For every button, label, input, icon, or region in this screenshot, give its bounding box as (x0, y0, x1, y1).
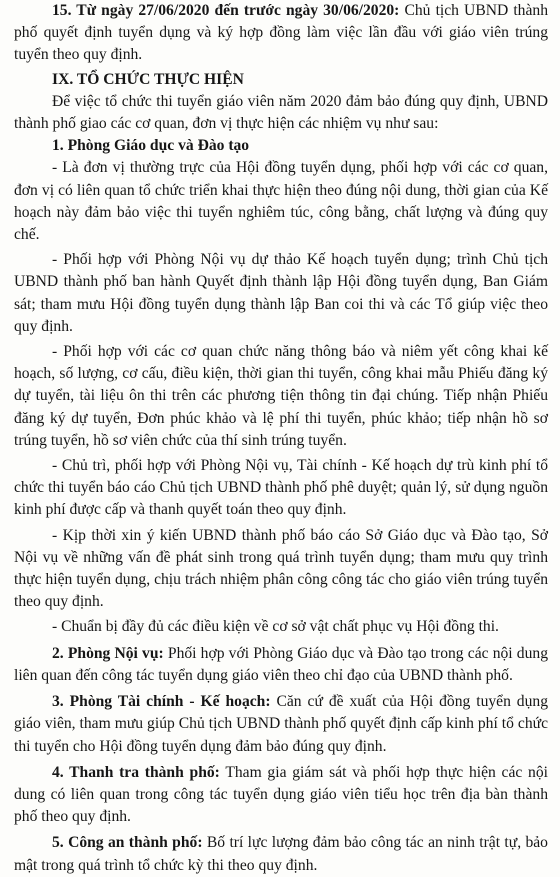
item-15 (14, 0, 548, 67)
unit-3-text: Căn cứ đề xuất của Hội đồng tuyển dụng giáo viên, tham mưu giúp Chủ tịch UBND thành phố quyết định cấp kinh phí tổ chức thi tuyển cho Hội đồng tuyển dụng đảm bảo đúng quy định. (14, 693, 548, 755)
unit-3 (14, 691, 548, 758)
unit-4 (14, 762, 548, 829)
unit-4-text: Tham gia giám sát và phối hợp thực hiện các nội dung có liên quan trong công tác tuyển dụng giáo viên tiểu học trên địa bàn thành phố theo quy định. (14, 763, 548, 826)
unit-1-bullet: - Chuẩn bị đầy đủ các điều kiện về cơ sở vật chất phục vụ Hội đồng thi. (52, 618, 499, 636)
unit-4-title: 4. Thanh tra thành phố: (52, 763, 220, 781)
unit-1-title: 1. Phòng Giáo dục và Đào tạo (52, 137, 250, 155)
section-title: IX. TỔ CHỨC THỰC HIỆN (52, 70, 244, 88)
item-15-lead: 15. Từ ngày 27/06/2020 đến trước ngày 30/06/2020: (52, 2, 400, 19)
section-intro: Để việc tổ chức thi tuyển giáo viên năm 2020 đảm bảo đúng quy định, UBND thành phố giao các cơ quan, đơn vị thực hiện các nhiệm vụ như sau: (14, 92, 548, 133)
unit-1-bullet: - Là đơn vị thường trực của Hội đồng tuyển dụng, phối hợp với các cơ quan, đơn vị có liên quan tổ chức triển khai thực hiện theo đúng nội dung, thời gian của Kế hoạch này đảm bảo việc thi tuyển nghiêm túc, công bằng, chất lượng và đúng quy chế. (14, 159, 548, 244)
unit-2 (14, 643, 548, 687)
unit-3-title: 3. Phòng Tài chính - Kế hoạch: (52, 693, 271, 711)
unit-1-bullet: - Phối hợp với các cơ quan chức năng thông báo và niêm yết công khai kế hoạch, số lượng, cơ cấu, điều kiện, thời gian thi tuyển, công khai mẫu Phiếu đăng ký dự tuyển, tài liệu ôn thi trên các phương tiện thông tin đại chúng. Tiếp nhận Phiếu đăng ký dự tuyển, Đơn phúc khảo và lệ phí thi tuyển, phúc khảo; tiếp nhận hồ sơ trúng tuyển, hồ sơ viên chức của thí sinh trúng tuyển. (14, 343, 548, 449)
unit-5-title: 5. Công an thành phố: (52, 834, 203, 852)
unit-2-text: Phối hợp với Phòng Giáo dục và Đào tạo trong các nội dung liên quan đến công tác tuyển dụng giáo viên theo chỉ đạo của UBND thành phố. (14, 644, 548, 684)
unit-1-bullet: - Chủ trì, phối hợp với Phòng Nội vụ, Tài chính - Kế hoạch dự trù kinh phí tổ chức thi tuyển báo cáo Chủ tịch UBND thành phố phê duyệt; quản lý, sử dụng nguồn kinh phí được cấp và thanh quyết toán theo quy định. (14, 457, 548, 519)
unit-2-title: 2. Phòng Nội vụ: (52, 644, 164, 662)
item-15-text: Chủ tịch UBND thành phố quyết định tuyển dụng và ký hợp đồng làm việc lần đầu với giáo viên trúng tuyển theo quy định. (14, 2, 548, 64)
unit-5 (14, 832, 548, 876)
unit-1-bullet: - Phối hợp với Phòng Nội vụ dự thảo Kế hoạch tuyển dụng; trình Chủ tịch UBND thành phố ban hành Quyết định thành lập Hội đồng tuyển dụng, Ban Giám sát; tham mưu Hội đồng tuyển dụng thành lập Ban coi thi và các Tổ giúp việc theo quy định. (14, 251, 548, 335)
unit-1-bullet: - Kịp thời xin ý kiến UBND thành phố báo cáo Sở Giáo dục và Đào tạo, Sở Nội vụ về những vấn đề phát sinh trong quá trình tuyển dụng; tham mưu quy trình thực hiện tuyển dụng, chịu trách nhiệm phân công công tác cho giáo viên trúng tuyển theo quy định. (14, 526, 548, 611)
unit-5-text: Bố trí lực lượng đảm bảo công tác an ninh trật tự, bảo mật trong quá trình tổ chức kỳ thi theo quy định. (14, 834, 548, 874)
